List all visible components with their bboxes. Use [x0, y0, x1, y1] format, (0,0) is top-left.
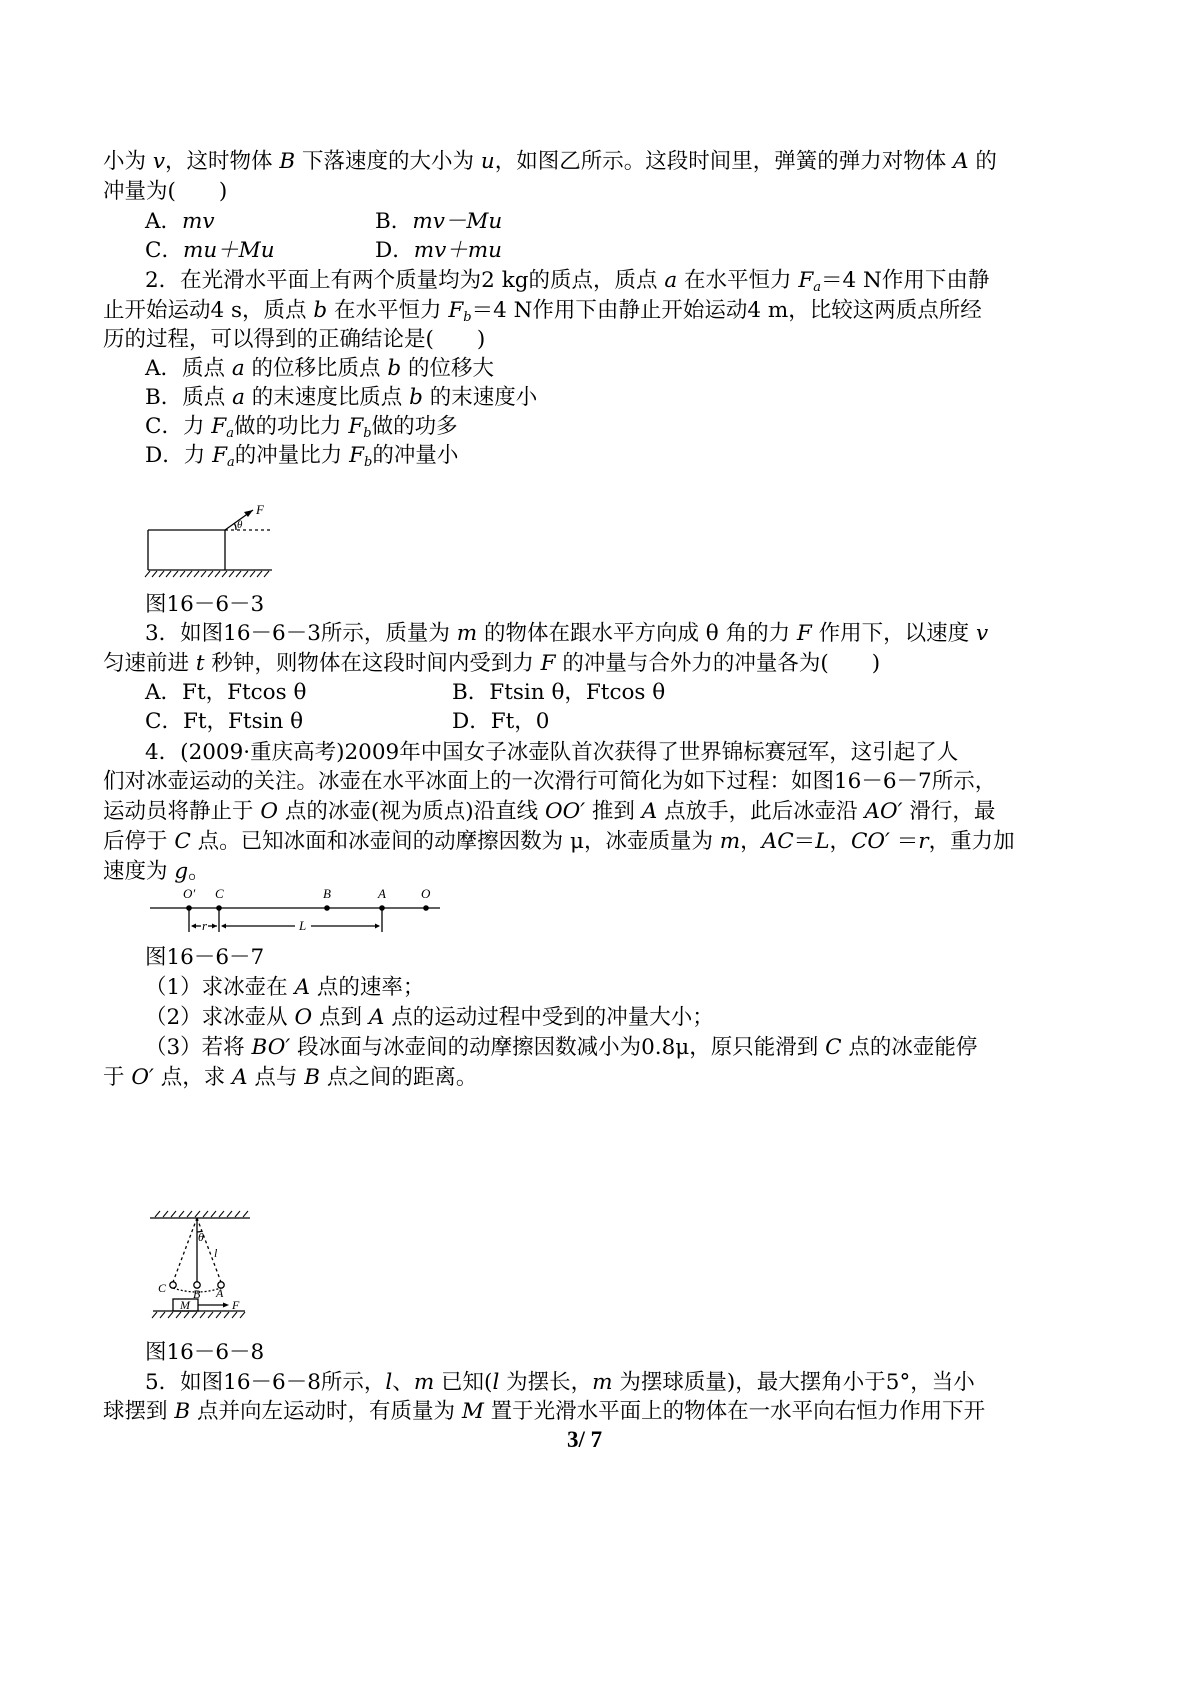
- figure-curling-track: [145, 880, 445, 940]
- fig3-label-theta: θ: [237, 519, 243, 531]
- q5-line-2: 球摆到 B 点并向左运动时，有质量为 M 置于光滑水平面上的物体在一水平向右恒力作用下开: [103, 1399, 986, 1424]
- q2-option-b: B．质点 a 的末速度比质点 b 的末速度小: [145, 385, 538, 410]
- q4-sub-3-cont: 于 O′ 点，求 A 点与 B 点之间的距离。: [103, 1065, 478, 1090]
- q2-option-a: A．质点 a 的位移比质点 b 的位移大: [145, 356, 494, 381]
- fig8-label-l: l: [214, 1246, 218, 1260]
- q4-line-5: 速度为 g。: [103, 859, 210, 884]
- fig8-label-b: B: [193, 1287, 201, 1301]
- fig7-label-o-prime: O′: [183, 886, 196, 901]
- q4-sub-1: （1）求冰壶在 A 点的速率；: [145, 975, 425, 1000]
- q1-option-d: D．mv＋mu: [375, 238, 503, 263]
- q4-line-4: 后停于 C 点。已知冰面和冰壶间的动摩擦因数为 μ，冰壶质量为 m，AC＝L，CO′ ＝r，重力加: [103, 829, 1015, 854]
- fig7-caption: 图16－6－7: [145, 945, 265, 970]
- q2-line-1: 2．在光滑水平面上有两个质量均为2 kg的质点，质点 a 在水平恒力 $F_a=4$ N作用下由静: [145, 268, 990, 295]
- q3-option-d: D．Ft，0: [452, 709, 550, 734]
- q3-line-1: 3．如图16－6－3所示，质量为 m 的物体在跟水平方向成 θ 角的力 F 作用下，以速度 v: [145, 621, 989, 646]
- fig8-label-theta: θ: [198, 1230, 204, 1244]
- q1-option-c: C．mu＋Mu: [145, 238, 275, 263]
- q3-option-b: B．Ftsin θ，Ftcos θ: [452, 680, 666, 705]
- page-number: 3/ 7: [567, 1427, 603, 1452]
- q1-option-a: A．mv: [145, 209, 215, 234]
- figure-pendulum: [145, 1208, 255, 1328]
- q4-line-2: 们对冰壶运动的关注。冰壶在水平冰面上的一次滑行可简化为如下过程：如图16－6－7所示，: [103, 769, 997, 794]
- q1-option-b: B．mv－Mu: [375, 209, 503, 234]
- q5-line-1: 5．如图16－6－8所示，l、m 已知(l 为摆长，m 为摆球质量)，最大摆角小于5°，当小: [145, 1370, 975, 1395]
- q3-line-2: 匀速前进 t 秒钟，则物体在这段时间内受到力 F 的冲量与合外力的冲量各为( ): [103, 651, 881, 676]
- q4-line-3: 运动员将静止于 O 点的冰壶(视为质点)沿直线 OO′ 推到 A 点放手，此后冰壶沿 AO′ 滑行，最: [103, 799, 996, 824]
- q2-line-2: 止开始运动4 s，质点 b 在水平恒力 $F_b=4$ N作用下由静止开始运动4 m，比较这两质点所经: [103, 298, 982, 325]
- q4-line-1: 4．(2009·重庆高考)2009年中国女子冰壶队首次获得了世界锦标赛冠军，这引起了人: [145, 740, 959, 765]
- q1-line-2: 冲量为( ): [103, 179, 228, 204]
- fig7-label-b: B: [323, 886, 331, 901]
- fig7-label-o: O: [421, 886, 431, 901]
- q2-option-c: C．力 $F_a$做的功比力 $F_b$做的功多: [145, 414, 458, 441]
- q2-option-d: D．力 $F_a$的冲量比力 $F_b$的冲量小: [145, 443, 459, 470]
- fig8-caption: 图16－6－8: [145, 1340, 265, 1365]
- figure-block-force: [140, 500, 290, 580]
- q4-sub-2: （2）求冰壶从 O 点到 A 点的运动过程中受到的冲量大小；: [145, 1005, 714, 1030]
- fig3-caption: 图16－6－3: [145, 592, 265, 617]
- fig7-label-c: C: [215, 886, 224, 901]
- q1-line-1: 小为 v，这时物体 B 下落速度的大小为 u，如图乙所示。这段时间里，弹簧的弹力对物体 A 的: [103, 149, 997, 174]
- fig3-label-f: F: [256, 502, 264, 517]
- q3-option-c: C．Ft，Ftsin θ: [145, 709, 304, 734]
- fig8-label-f: F: [232, 1298, 240, 1312]
- fig8-label-c: C: [158, 1281, 167, 1295]
- q2-line-3: 历的过程，可以得到的正确结论是( ): [103, 327, 486, 352]
- fig7-label-l: L: [299, 918, 307, 933]
- fig7-label-a: A: [378, 886, 386, 901]
- q4-sub-3: （3）若将 BO′ 段冰面与冰壶间的动摩擦因数减小为0.8μ，原只能滑到 C 点的冰壶能停: [145, 1035, 978, 1060]
- fig7-label-r: r: [202, 918, 208, 933]
- fig8-label-m: M: [180, 1298, 190, 1312]
- fig8-label-a: A: [216, 1286, 224, 1300]
- q3-option-a: A．Ft，Ftcos θ: [145, 680, 307, 705]
